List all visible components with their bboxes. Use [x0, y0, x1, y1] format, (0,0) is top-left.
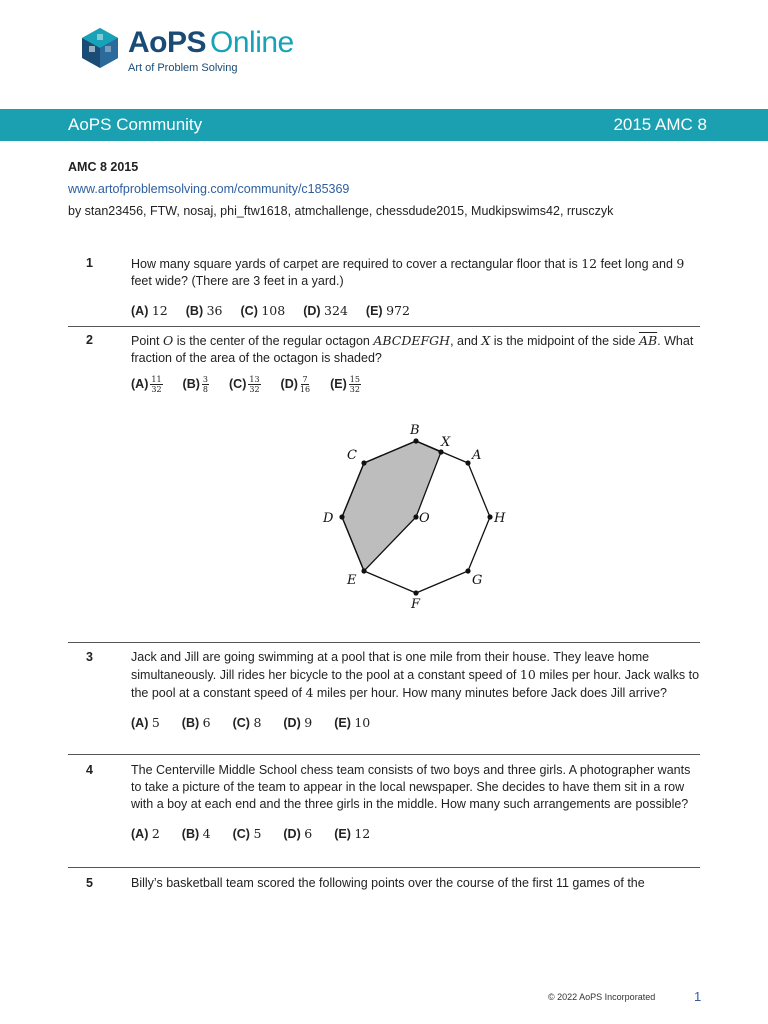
problem-number: 3 — [86, 650, 93, 664]
choice-a: (A) 12 — [131, 303, 168, 318]
choice-c: (C) 8 — [232, 715, 262, 730]
document-meta — [68, 156, 613, 222]
label-d: D — [323, 511, 334, 526]
aops-logo[interactable] — [80, 26, 294, 82]
problem-text: Point O is the center of the regular octagon ABCDEFGH, and X is the midpoint of the side $\overline{AB}$. What fraction of the area of the octagon is shaded? — [131, 333, 694, 365]
choice-d: (D) $\frac{7}{16}$ — [280, 375, 311, 394]
choice-b: (B) 4 — [181, 826, 211, 841]
banner-contest: 2015 AMC 8 — [613, 115, 707, 134]
choice-c: (C) 108 — [240, 303, 286, 318]
answer-choices — [131, 825, 700, 843]
problem-number: 4 — [86, 763, 93, 777]
choice-c: (C) $\frac{13}{32}$ — [229, 375, 260, 394]
problem-5 — [68, 875, 700, 892]
problem-text: Jack and Jill are going swimming at a pool that is one mile from their house. They leave home simultaneously. Jill rides her bicycle to the pool at a constant speed of 10 miles per hour. Jack walks to the pool at a constant speed of 4 miles per hour. How many minutes before Jack does Jill arrive? — [131, 650, 700, 700]
choice-b: (B) $\frac{3}{8}$ — [182, 375, 208, 394]
label-a: A — [472, 448, 482, 463]
choice-a: (A) 2 — [131, 826, 160, 841]
problem-2 — [68, 332, 700, 394]
choice-e: (E) $\frac{15}{32}$ — [330, 375, 360, 394]
problem-number: 5 — [86, 876, 93, 890]
problem-text: The Centerville Middle School chess team consists of two boys and three girls. A photographer wants to take a picture of the team to appear in the local newspaper. She decides to have them sit in a row with a boy at each end and the three girls in the middle. How many such arrangements are possible? — [131, 763, 691, 811]
choice-e: (E) 10 — [334, 715, 371, 730]
community-link[interactable]: www.artofproblemsolving.com/community/c185369 — [68, 182, 350, 196]
choice-c: (C) 5 — [232, 826, 262, 841]
divider — [68, 754, 700, 755]
banner-community[interactable]: AoPS Community — [68, 115, 203, 134]
choice-e: (E) 972 — [365, 303, 410, 318]
header-banner — [0, 109, 768, 141]
answer-choices — [131, 714, 700, 732]
problem-4 — [68, 762, 700, 843]
choice-a: (A) $\frac{11}{32}$ — [131, 375, 162, 394]
label-o: O — [419, 511, 430, 526]
logo-tagline: Art of Problem Solving — [128, 62, 238, 74]
divider — [68, 326, 700, 327]
answer-choices — [131, 375, 700, 394]
problem-3 — [68, 649, 700, 732]
octagon-figure — [310, 415, 510, 620]
choice-d: (D) 324 — [303, 303, 348, 318]
document-title: AMC 8 2015 — [68, 160, 139, 174]
copyright: © 2022 AoPS Incorporated — [548, 992, 656, 1002]
divider — [68, 642, 700, 643]
logo-brand: AoPS — [128, 26, 207, 59]
authors-line: by stan23456, FTW, nosaj, phi_ftw1618, atmchallenge, chessdude2015, Mudkipswims42, rrusczyk — [68, 204, 614, 218]
aops-cube-icon — [80, 26, 120, 70]
problem-text: How many square yards of carpet are required to cover a rectangular floor that is 12 feet long and 9 feet wide? (There are 3 feet in a yard.) — [131, 256, 685, 288]
divider — [68, 867, 700, 868]
label-g: G — [472, 573, 483, 588]
label-c: C — [347, 448, 357, 463]
label-f: F — [411, 597, 421, 612]
problem-number: 1 — [86, 256, 93, 270]
label-e: E — [347, 573, 357, 588]
problem-number: 2 — [86, 333, 93, 347]
label-b: B — [410, 423, 420, 438]
page-number: 1 — [694, 989, 702, 1004]
choice-d: (D) 6 — [283, 826, 313, 841]
label-x: X — [441, 435, 451, 450]
label-h: H — [494, 511, 506, 526]
choice-d: (D) 9 — [283, 715, 313, 730]
choice-b: (B) 36 — [185, 303, 223, 318]
choice-e: (E) 12 — [334, 826, 371, 841]
problem-text: Billy’s basketball team scored the following points over the course of the first 11 games of the — [131, 876, 645, 890]
choice-b: (B) 6 — [181, 715, 211, 730]
answer-choices — [131, 302, 700, 320]
choice-a: (A) 5 — [131, 715, 160, 730]
problem-1 — [68, 255, 700, 320]
logo-product: Online — [210, 26, 294, 59]
